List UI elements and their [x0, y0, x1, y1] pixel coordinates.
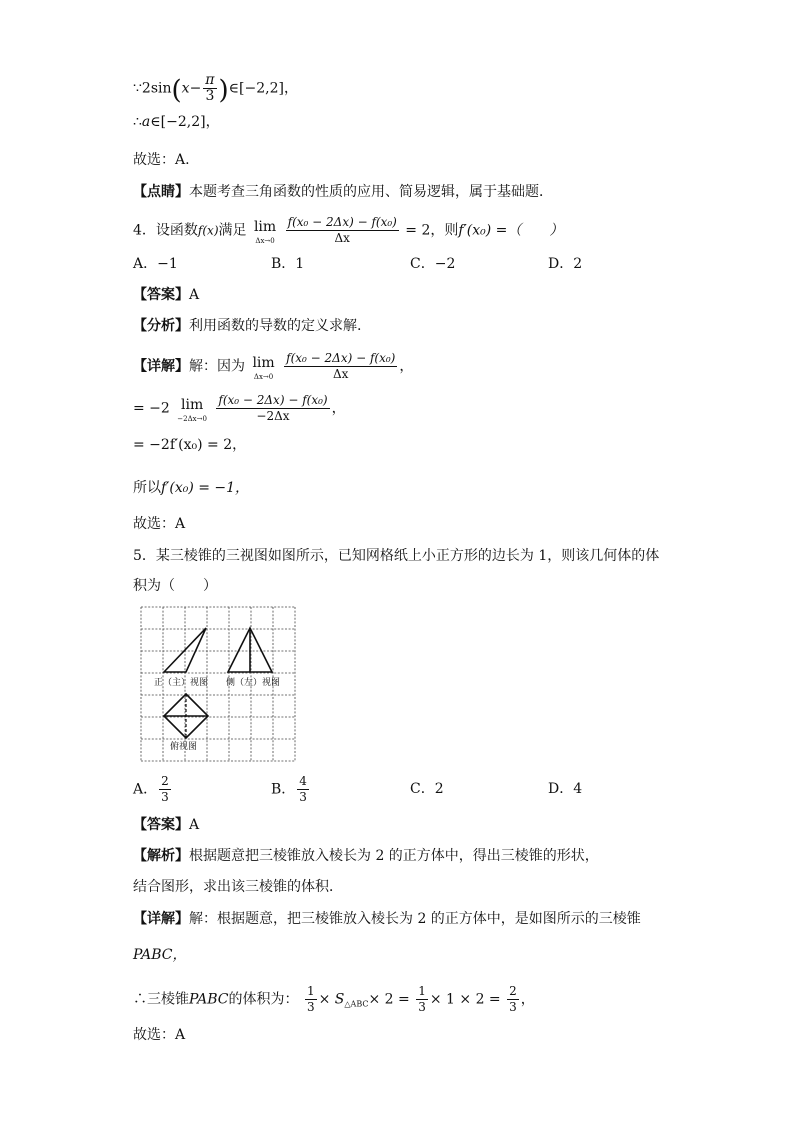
- answer-choice-5: 故选：A: [133, 1027, 186, 1043]
- analysis-5-line2: 结合图形，求出该三棱锥的体积．: [133, 879, 343, 895]
- analysis-4: 【分析】利用函数的导数的定义求解.: [133, 318, 362, 334]
- difference-quotient: $\frac{\text{f(x₀ − 2Δx) − f(x₀)}}{\Delta x}$: [287, 215, 397, 245]
- pi-over-3: $\frac{\pi}{3}$: [205, 72, 215, 104]
- detail-4-step3: = −2f′(x₀) = 2，: [133, 437, 247, 453]
- comment-3: 【点睛】本题考查三角函数的性质的应用、简易逻辑，属于基础题．: [133, 184, 553, 200]
- fraction: $\frac{2}{3}$: [161, 774, 169, 804]
- limit-symbol: lim −2Δx→0: [177, 396, 207, 423]
- limit-symbol: lim Δx→0: [253, 218, 277, 245]
- q5-option-d: D．4: [548, 781, 583, 797]
- answer-5: 【答案】A: [133, 817, 200, 833]
- answer-choice-4: 故选：A: [133, 516, 186, 532]
- line-a-range: ∴a∈[−2,2]，: [133, 114, 220, 130]
- q4-option-a: A．−1: [133, 256, 178, 272]
- side-view-label: 侧（左）视图: [226, 678, 281, 688]
- fraction: $\frac{1}{3}$: [306, 984, 315, 1014]
- detail-5-volume: ∴三棱锥PABC的体积为： $\frac{1}{3}$ × $S_{\triangle ABC}\times 2$ = $\frac{1}{3}$ × 1 × 2 = $\frac{2}{3}$ ，: [133, 984, 535, 1014]
- q5-option-b: B． $\frac{4}{3}$: [271, 774, 307, 804]
- answer-choice-3: 故选：A.: [133, 152, 190, 168]
- q4-option-b: B．1: [271, 256, 305, 272]
- limit-symbol: lim Δx→0: [252, 354, 275, 381]
- detail-4-step1: 【详解】解：因为 lim Δx→0 $\frac{\text{f(x₀ − 2Δx) − f(x₀)}}{\Delta x}$ ，: [133, 351, 414, 381]
- front-view-label: 正（主）视图: [154, 678, 209, 688]
- q4-option-c: C．−2: [410, 256, 456, 272]
- q4-option-d: D．2: [548, 256, 583, 272]
- line-sin-range: ∵2sin(x− $\frac{\pi}{3}$ )∈[−2,2]，: [133, 72, 298, 106]
- difference-quotient: $\frac{\text{f(x₀ − 2Δx) − f(x₀)}}{-2\Delta x}$: [218, 393, 328, 423]
- detail-5: 【详解】解：根据题意，把三棱锥放入棱长为 2 的正方体中，是如图所示的三棱锥: [133, 911, 641, 927]
- answer-4: 【答案】A: [133, 287, 200, 303]
- detail-4-step2: = −2 lim −2Δx→0 $\frac{\text{f(x₀ − 2Δx) − f(x₀)}}{-2\Delta x}$ ，: [133, 393, 346, 423]
- q5-option-c: C．2: [410, 781, 444, 797]
- three-view-figure: [140, 606, 296, 762]
- fraction: $\frac{1}{3}$: [418, 984, 426, 1014]
- top-view-label: 俯视图: [170, 742, 198, 752]
- question-5-line2: 积为（ ）: [133, 578, 217, 594]
- question-5-line1: 5．某三棱锥的三视图如图所示，已知网格纸上小正方形的边长为 1，则该几何体的体: [133, 548, 660, 564]
- analysis-5: 【解析】根据题意把三棱锥放入棱长为 2 的正方体中，得出三棱锥的形状，: [133, 848, 599, 864]
- difference-quotient: $\frac{\text{f(x₀ − 2Δx) − f(x₀)}}{\Delta x}$: [286, 351, 396, 381]
- fraction: $\frac{4}{3}$: [299, 774, 307, 804]
- detail-4-step4: 所以f′(x₀) = −1，: [133, 480, 250, 496]
- q5-option-a: A． $\frac{2}{3}$: [133, 774, 169, 804]
- fraction: $\frac{2}{3}$: [509, 984, 517, 1014]
- question-4: 4．设函数f(x)满足 lim Δx→0 $\frac{\text{f(x₀ − 2Δx) − f(x₀)}}{\Delta x}$ = 2，则f′(x₀) =（ ）: [133, 215, 564, 245]
- detail-5-pabc: PABC，: [133, 947, 187, 963]
